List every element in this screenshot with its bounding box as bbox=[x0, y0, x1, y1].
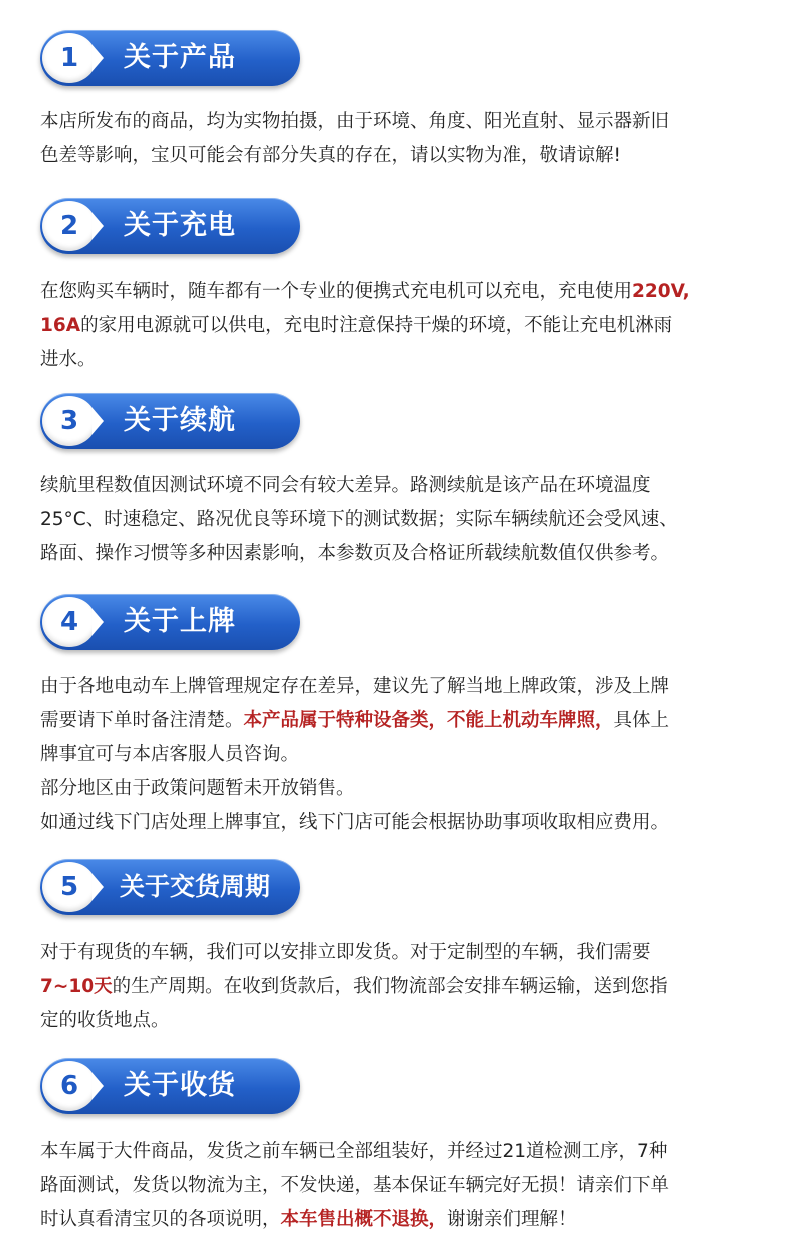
section-number: 1 bbox=[59, 43, 79, 73]
section-body bbox=[40, 469, 755, 571]
body-line bbox=[40, 704, 755, 738]
text-run: 如通过线下门店处理上牌事宜，线下门店可能会根据协助事项收取相应费用。 bbox=[40, 812, 670, 833]
text-run: 时认真看清宝贝的各项说明， bbox=[40, 1209, 281, 1230]
body-line bbox=[40, 537, 755, 571]
body-line bbox=[40, 139, 755, 173]
section-header bbox=[40, 198, 302, 256]
section-title: 关于交货周期 bbox=[120, 872, 271, 901]
section-number: 4 bbox=[59, 607, 79, 637]
body-line bbox=[40, 469, 755, 503]
text-run: 进水。 bbox=[40, 349, 96, 370]
section-title: 关于收货 bbox=[124, 1070, 236, 1101]
body-line bbox=[40, 806, 755, 840]
text-run: 在您购买车辆时，随车都有一个专业的便携式充电机可以充电，充电使用 bbox=[40, 281, 633, 302]
text-run: 定的收货地点。 bbox=[40, 1010, 170, 1031]
section-header bbox=[40, 859, 302, 917]
section-header bbox=[40, 594, 302, 652]
body-line bbox=[40, 772, 755, 806]
body-line bbox=[40, 1004, 755, 1038]
body-line bbox=[40, 738, 755, 772]
text-run: 本店所发布的商品，均为实物拍摄，由于环境、角度、阳光直射、显示器新旧 bbox=[40, 111, 670, 132]
section-body bbox=[40, 275, 755, 377]
text-run: 路面测试，发货以物流为主，不发快递，基本保证车辆完好无损！请亲们下单 bbox=[40, 1175, 670, 1196]
section-title: 关于续航 bbox=[124, 405, 236, 436]
section-number: 5 bbox=[59, 872, 79, 902]
text-run: 对于有现货的车辆，我们可以安排立即发货。对于定制型的车辆，我们需要 bbox=[40, 942, 651, 963]
text-run: 色差等影响，宝贝可能会有部分失真的存在，请以实物为准，敬请谅解! bbox=[40, 145, 621, 166]
text-run: 25°C、时速稳定、路况优良等环境下的测试数据；实际车辆续航还会受风速、 bbox=[40, 509, 678, 530]
text-run: 的生产周期。在收到货款后，我们物流部会安排车辆运输，送到您指 bbox=[112, 976, 668, 997]
text-run: 牌事宜可与本店客服人员咨询。 bbox=[40, 744, 300, 765]
text-run: 部分地区由于政策问题暂未开放销售。 bbox=[40, 778, 355, 799]
section-header bbox=[40, 30, 302, 88]
section-header bbox=[40, 1058, 302, 1116]
body-line bbox=[40, 105, 755, 139]
section-title: 关于上牌 bbox=[124, 606, 236, 637]
text-run: 由于各地电动车上牌管理规定存在差异，建议先了解当地上牌政策，涉及上牌 bbox=[40, 676, 670, 697]
section-number: 3 bbox=[59, 406, 79, 436]
body-line bbox=[40, 309, 755, 343]
body-line bbox=[40, 670, 755, 704]
highlight-text: 本车售出概不退换， bbox=[280, 1209, 448, 1230]
section-body bbox=[40, 670, 755, 840]
text-run: 具体上 bbox=[613, 710, 670, 731]
text-run: 本车属于大件商品，发货之前车辆已全部组装好，并经过21道检测工序，7种 bbox=[40, 1141, 668, 1162]
highlight-text: 7~10天 bbox=[40, 976, 113, 997]
body-line bbox=[40, 970, 755, 1004]
section-body bbox=[40, 1135, 755, 1237]
text-run: 的家用电源就可以供电，充电时注意保持干燥的环境，不能让充电机淋雨 bbox=[80, 315, 673, 336]
text-run: 路面、操作习惯等多种因素影响，本参数页及合格证所载续航数值仅供参考。 bbox=[40, 543, 670, 564]
body-line bbox=[40, 1169, 755, 1203]
body-line bbox=[40, 503, 755, 537]
highlight-text: 本产品属于特种设备类，不能上机动车牌照， bbox=[243, 710, 614, 731]
body-line bbox=[40, 343, 755, 377]
body-line bbox=[40, 936, 755, 970]
highlight-text: 16A bbox=[40, 315, 81, 336]
body-line bbox=[40, 275, 755, 309]
body-line bbox=[40, 1203, 755, 1237]
text-run: 续航里程数值因测试环境不同会有较大差异。路测续航是该产品在环境温度 bbox=[40, 475, 651, 496]
section-title: 关于充电 bbox=[124, 210, 236, 241]
text-run: 谢谢亲们理解！ bbox=[447, 1209, 577, 1230]
highlight-text: 220V, bbox=[632, 281, 690, 302]
section-body bbox=[40, 936, 755, 1038]
text-run: 需要请下单时备注清楚。 bbox=[40, 710, 244, 731]
body-line bbox=[40, 1135, 755, 1169]
section-title: 关于产品 bbox=[124, 42, 236, 73]
section-number: 6 bbox=[59, 1071, 79, 1101]
section-header bbox=[40, 393, 302, 451]
section-body bbox=[40, 105, 755, 173]
section-number: 2 bbox=[59, 211, 79, 241]
